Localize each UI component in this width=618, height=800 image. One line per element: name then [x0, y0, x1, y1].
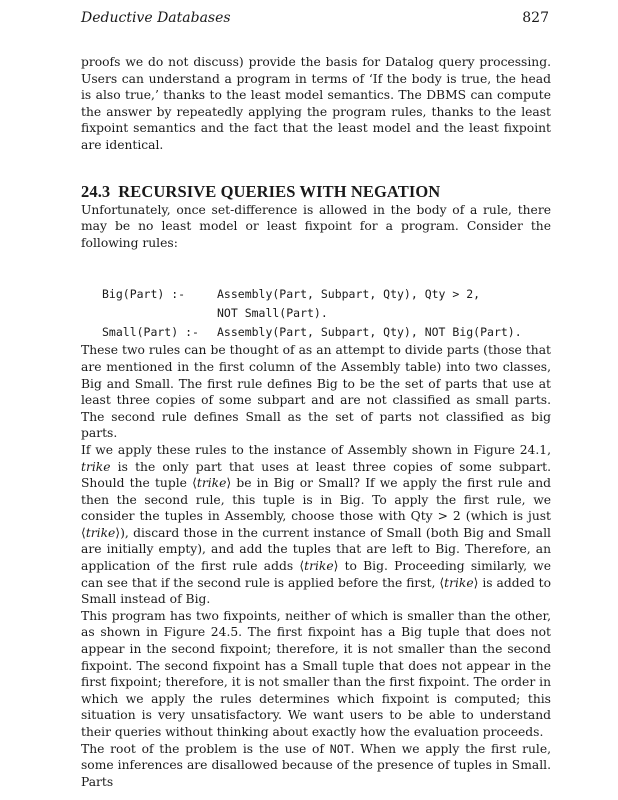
text-span: ⟩ be in Big or Small? If we apply the first rule and then the second rule, this tuple is in Big. To apply the first rule, we consider the tuples in Assembly, choose those with Qty > 2 (which is just ⟨	[81, 476, 551, 540]
datalog-rules	[102, 285, 551, 342]
paragraph-two-classes: These two rules can be thought of as an attempt to divide parts (those that are mentioned in the first column of the Assembly table) into two classes, Big and Small. The first rule defines Big to be the set of parts that use at least three copies of some subpart and are not classified as small parts. The second rule defines Small as the set of parts not classified as big parts.	[81, 343, 551, 441]
text-span: ⟩ is added to Small instead of Big.	[81, 575, 551, 607]
italic-term: trike	[304, 559, 334, 574]
italic-term: trike	[196, 476, 227, 491]
text-span: The root of the problem is the use of	[81, 741, 330, 756]
text-span: If we apply these rules to the instance of Assembly shown in Figure 24.1,	[81, 442, 551, 457]
section-title: RECURSIVE QUERIES WITH NEGATION	[118, 181, 441, 201]
page-body	[81, 54, 551, 790]
text-span: . When we apply the first rule, some inferences are disallowed because of the presence of tuples in Small. Parts	[81, 741, 552, 789]
section-number: 24.3	[81, 181, 111, 201]
text-span: is the only part that uses at least three copies of some subpart. Should the tuple ⟨	[81, 459, 551, 491]
paragraph-root-problem	[81, 741, 551, 791]
rule-line	[102, 323, 551, 342]
italic-term: trike	[81, 459, 111, 474]
rule-head: Small(Part) :-	[102, 325, 199, 340]
text-span: ⟩ to Big. Proceeding similarly, we can see that if the second rule is applied before the first, ⟨	[81, 559, 551, 590]
rule-line	[102, 304, 551, 323]
rule-line	[102, 285, 551, 304]
rule-body: Assembly(Part, Subpart, Qty), NOT Big(Part).	[217, 325, 522, 340]
running-title: Deductive Databases	[81, 10, 231, 26]
rule-head	[102, 304, 217, 323]
paragraph-two-fixpoints: This program has two fixpoints, neither of which is smaller than the other, as shown in Figure 24.5. The first fixpoint has a Big tuple that does not appear in the second fixpoint; therefore, it is not smaller than the second fixpoint. The second fixpoint has a Small tuple that does not appear in the first fixpoint; therefore, it is not smaller than the first fixpoint. The order in which we apply the rules determines which fixpoint is computed; this situation is very unsatisfactory. We want users to be able to understand their queries without thinking about exactly how the evaluation proceeds.	[81, 608, 551, 739]
italic-term: trike	[444, 575, 474, 590]
code-keyword: NOT	[329, 741, 351, 756]
paragraph-negation-intro: Unfortunately, once set-difference is allowed in the body of a rule, there may be no least model or least fixpoint for a program. Consider the following rules:	[81, 202, 551, 250]
running-header	[81, 10, 549, 30]
italic-term: trike	[85, 525, 116, 540]
section-heading	[81, 182, 551, 202]
paragraph-intro: proofs we do not discuss) provide the basis for Datalog query processing. Users can understand a program in terms of ‘If the body is true, the head is also true,’ thanks to the least model semantics. The DBMS can compute the answer by repeatedly applying the program rules, thanks to the least fixpoint semantics and the fact that the least model and the least fixpoint are identical.	[81, 55, 551, 152]
rule-head: Big(Part) :-	[102, 287, 186, 302]
paragraph-trike-example	[81, 442, 551, 608]
text-span: ⟩), discard those in the current instance of Small (both Big and Small are initially empty), and add the tuples that are left to Big. Therefore, an application of the first rule adds ⟨	[81, 525, 551, 574]
rule-body: NOT Small(Part).	[217, 306, 328, 321]
rule-body: Assembly(Part, Subpart, Qty), Qty > 2,	[217, 287, 481, 302]
page-number: 827	[522, 10, 549, 26]
